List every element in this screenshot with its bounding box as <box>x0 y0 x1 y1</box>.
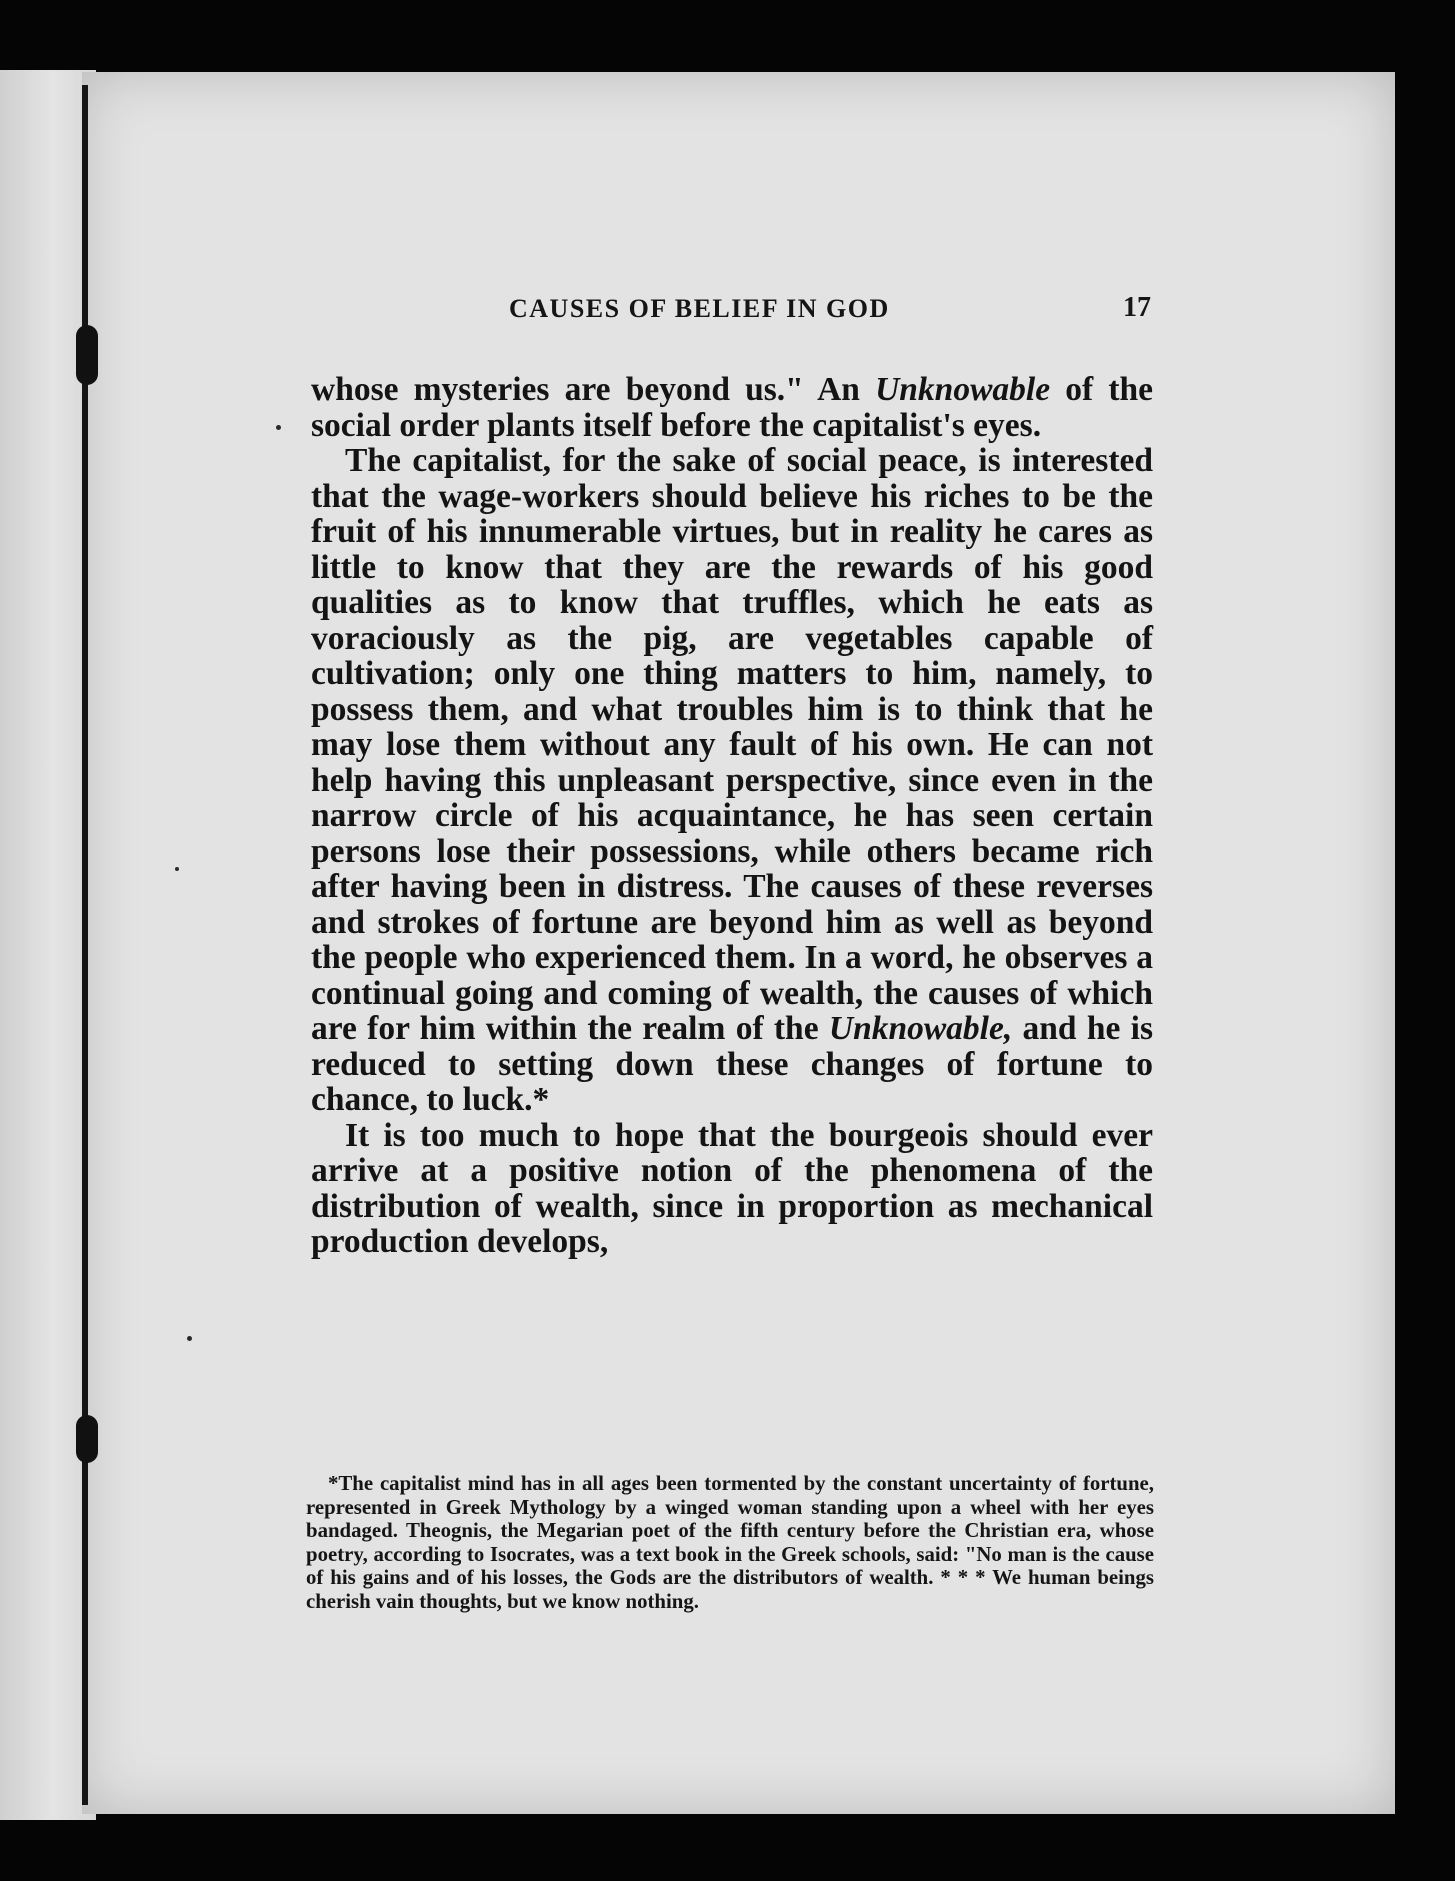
print-speck <box>175 867 179 871</box>
footnote-text: *The capitalist mind has in all ages been tormented by the constant uncertainty of fortune, represented in Greek Mythology by a winged woman standing upon a wheel with her eyes bandaged. Theognis, the Megarian poet of the fifth century before the Christian era, whose poetry, according to Isocrates, was a text book in the Greek schools, said: "No man is the cause of his gains and of his losses, the Gods are the distributors of wealth. * * * We human beings cherish vain thoughts, but we know nothing. <box>306 1472 1154 1613</box>
paragraph: It is too much to hope that the bourgeois should ever arrive at a positive notion of the phenomena of the distribution of wealth, since in proportion as mechanical production develops, <box>311 1116 1153 1260</box>
italic-term: Unknowable, <box>828 1010 1013 1047</box>
text-run: and he is reduced to setting down these changes of fortune to chance, to luck.* <box>311 1010 1154 1118</box>
text-run: of the social order plants itself before the capitalist's eyes. <box>311 371 1154 444</box>
paragraph <box>311 372 1153 443</box>
print-speck <box>276 425 281 430</box>
print-speck <box>187 1336 192 1341</box>
italic-term: Unknowable <box>875 371 1051 408</box>
text-run: whose mysteries are beyond us." An <box>311 371 876 408</box>
page-header <box>313 290 1151 326</box>
page-number: 17 <box>1123 292 1151 323</box>
binding-hole <box>76 1415 98 1463</box>
binding-hole <box>76 325 98 385</box>
body-text <box>311 372 1153 1260</box>
text-run: The capitalist, for the sake of social peace, is interested that the wage-workers should believe his riches to be the fruit of his innumerable virtues, but in reality he cares as little to know that they are the rewards of his good qualities as to know that truffles, which he eats as voraciously as the pig, are vegetables capable of cultivation; only one thing matters to him, namely, to possess them, and what troubles him is to think that he may lose them without any fault of his own. He can not help having this unpleasant perspective, since even in the narrow circle of his acquaintance, he has seen certain persons lose their possessions, while others became rich after having been in distress. The causes of these reverses and strokes of fortune are beyond him as well as beyond the people who experienced them. In a word, he observes a continual going and coming of wealth, the causes of which are for him within the realm of the <box>311 442 1153 1047</box>
footnote <box>306 1472 1154 1613</box>
paragraph <box>311 443 1153 1118</box>
running-title: CAUSES OF BELIEF IN GOD <box>509 294 890 323</box>
